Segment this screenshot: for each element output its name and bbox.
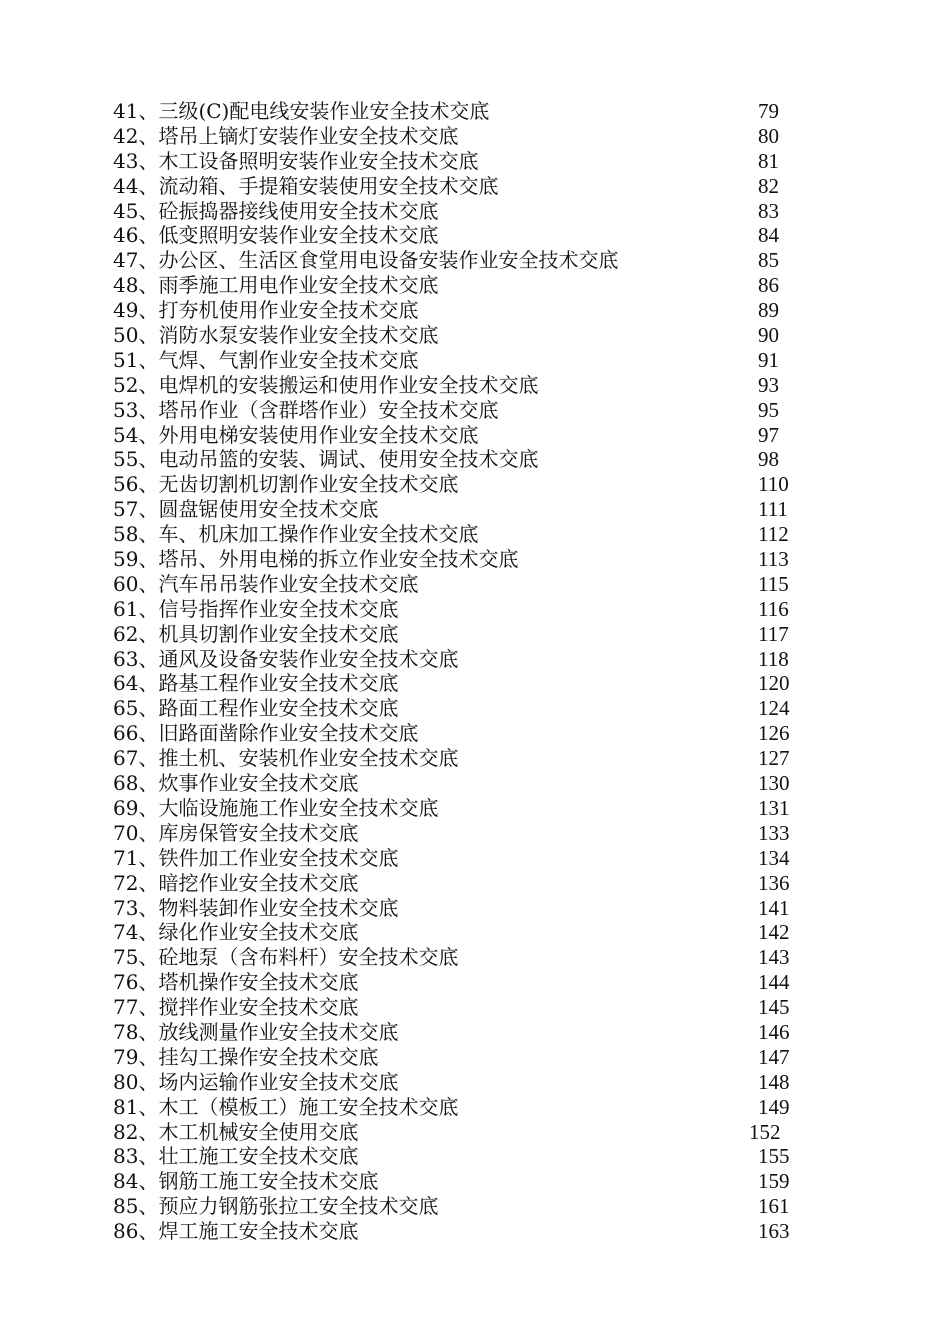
toc-entry-title: 85、预应力钢筋张拉工安全技术交底 [113, 1194, 439, 1219]
toc-entry-title: 71、铁件加工作业安全技术交底 [113, 845, 399, 870]
toc-entry[interactable] [113, 696, 813, 721]
toc-entry-title: 43、木工设备照明安装作业安全技术交底 [113, 148, 479, 173]
toc-entry-page-number: 124 [758, 696, 790, 721]
toc-entry-page-number: 126 [758, 721, 790, 746]
toc-entry[interactable] [113, 1169, 813, 1194]
toc-entry-page-number: 115 [758, 571, 789, 596]
toc-entry-title: 63、通风及设备安装作业安全技术交底 [113, 646, 459, 671]
toc-entry-page-number: 86 [758, 273, 779, 298]
toc-entry[interactable] [113, 1070, 813, 1095]
toc-entry-title: 75、砼地泵（含布料杆）安全技术交底 [113, 945, 459, 970]
toc-entry-title: 54、外用电梯安装使用作业安全技术交底 [113, 422, 479, 447]
toc-entry-title: 62、机具切割作业安全技术交底 [113, 621, 399, 646]
toc-entry[interactable] [113, 223, 813, 248]
toc-entry[interactable] [113, 522, 813, 547]
toc-entry-title: 67、推土机、安装机作业安全技术交底 [113, 746, 459, 771]
toc-entry-page-number: 127 [758, 746, 790, 771]
toc-entry[interactable] [113, 199, 813, 224]
toc-entry-page-number: 130 [758, 771, 790, 796]
toc-entry[interactable] [113, 896, 813, 921]
toc-entry-page-number: 110 [758, 472, 789, 497]
toc-entry-page-number: 120 [758, 671, 790, 696]
toc-entry[interactable] [113, 547, 813, 572]
toc-entry-page-number: 159 [758, 1169, 790, 1194]
toc-entry-page-number: 133 [758, 820, 790, 845]
toc-entry-page-number: 91 [758, 347, 779, 372]
toc-entry-page-number: 131 [758, 795, 790, 820]
toc-entry-title: 45、砼振捣器接线使用安全技术交底 [113, 198, 439, 223]
toc-entry-title: 74、绿化作业安全技术交底 [113, 920, 359, 945]
toc-entry[interactable] [113, 1194, 813, 1219]
toc-entry[interactable] [113, 597, 813, 622]
toc-entry-page-number: 144 [758, 970, 790, 995]
toc-entry[interactable] [113, 821, 813, 846]
toc-entry[interactable] [113, 671, 813, 696]
toc-entry-title: 79、挂勾工操作安全技术交底 [113, 1044, 379, 1069]
toc-entry-title: 42、塔吊上镝灯安装作业安全技术交底 [113, 123, 459, 148]
toc-entry-page-number: 81 [758, 148, 779, 173]
toc-entry-title: 84、钢筋工施工安全技术交底 [113, 1169, 379, 1194]
toc-entry-title: 68、炊事作业安全技术交底 [113, 771, 359, 796]
toc-entry[interactable] [113, 746, 813, 771]
toc-entry-page-number: 97 [758, 422, 779, 447]
toc-entry[interactable] [113, 995, 813, 1020]
toc-entry-page-number: 145 [758, 995, 790, 1020]
toc-entry-page-number: 161 [758, 1194, 790, 1219]
toc-entry[interactable] [113, 920, 813, 945]
toc-entry-page-number: 90 [758, 323, 779, 348]
toc-entry[interactable] [113, 647, 813, 672]
toc-entry-title: 70、库房保管安全技术交底 [113, 820, 359, 845]
toc-entry[interactable] [113, 945, 813, 970]
toc-entry-page-number: 146 [758, 1019, 790, 1044]
toc-entry-page-number: 163 [758, 1219, 790, 1244]
toc-entry-title: 44、流动箱、手提箱安装使用安全技术交底 [113, 173, 499, 198]
toc-entry[interactable] [113, 721, 813, 746]
toc-entry[interactable] [113, 472, 813, 497]
toc-entry[interactable] [113, 497, 813, 522]
toc-entry-page-number: 116 [758, 596, 789, 621]
toc-entry-title: 58、车、机床加工操作作业安全技术交底 [113, 522, 479, 547]
toc-entry-page-number: 82 [758, 173, 779, 198]
toc-entry[interactable] [113, 124, 813, 149]
toc-entry-page-number: 83 [758, 198, 779, 223]
toc-entry-title: 41、三级(C)配电线安装作业安全技术交底 [113, 99, 490, 123]
toc-entry-title: 76、塔机操作安全技术交底 [113, 970, 359, 995]
toc-entry-title: 59、塔吊、外用电梯的拆立作业安全技术交底 [113, 547, 519, 572]
toc-entry-page-number: 80 [758, 123, 779, 148]
toc-entry[interactable] [113, 622, 813, 647]
toc-entry-title: 72、暗挖作业安全技术交底 [113, 870, 359, 895]
toc-entry-title: 49、打夯机使用作业安全技术交底 [113, 298, 419, 323]
toc-entry[interactable] [113, 447, 813, 472]
toc-entry-title: 82、木工机械安全使用交底 [113, 1119, 359, 1144]
toc-entry-page-number: 117 [758, 621, 789, 646]
toc-entry[interactable] [113, 1120, 813, 1145]
toc-entry-page-number: 152 [749, 1119, 781, 1144]
toc-entry-page-number: 149 [758, 1094, 790, 1119]
toc-entry-page-number: 93 [758, 372, 779, 397]
toc-entry-title: 52、电焊机的安装搬运和使用作业安全技术交底 [113, 372, 539, 397]
toc-entry[interactable] [113, 1219, 813, 1244]
toc-entry[interactable] [113, 1045, 813, 1070]
toc-entry-title: 50、消防水泵安装作业安全技术交底 [113, 323, 439, 348]
toc-entry-title: 51、气焊、气割作业安全技术交底 [113, 347, 419, 372]
toc-entry[interactable] [113, 1144, 813, 1169]
toc-entry[interactable] [113, 423, 813, 448]
toc-entry[interactable] [113, 572, 813, 597]
toc-entry[interactable] [113, 273, 813, 298]
toc-entry-page-number: 113 [758, 547, 789, 572]
toc-entry-title: 61、信号指挥作业安全技术交底 [113, 596, 399, 621]
toc-entry-page-number: 111 [758, 497, 788, 522]
toc-entry[interactable] [113, 248, 813, 273]
toc-entry-title: 86、焊工施工安全技术交底 [113, 1219, 359, 1244]
toc-entry-page-number: 136 [758, 870, 790, 895]
toc-entry-title: 80、场内运输作业安全技术交底 [113, 1069, 399, 1094]
toc-entry[interactable] [113, 1095, 813, 1120]
toc-entry[interactable] [113, 373, 813, 398]
toc-entry-page-number: 84 [758, 223, 779, 248]
toc-entry-title: 81、木工（模板工）施工安全技术交底 [113, 1094, 459, 1119]
toc-entry[interactable] [113, 99, 813, 124]
toc-entry[interactable] [113, 298, 813, 323]
toc-entry-page-number: 79 [758, 99, 779, 123]
toc-entry-title: 77、搅拌作业安全技术交底 [113, 995, 359, 1020]
toc-entry-page-number: 95 [758, 397, 779, 422]
toc-entry-title: 83、壮工施工安全技术交底 [113, 1144, 359, 1169]
toc-entry-title: 65、路面工程作业安全技术交底 [113, 696, 399, 721]
toc-entry-title: 66、旧路面凿除作业安全技术交底 [113, 721, 419, 746]
table-of-contents [113, 99, 813, 1244]
toc-entry-title: 60、汽车吊吊装作业安全技术交底 [113, 571, 419, 596]
toc-entry-page-number: 142 [758, 920, 790, 945]
toc-entry-page-number: 85 [758, 248, 779, 273]
toc-entry-title: 47、办公区、生活区食堂用电设备安装作业安全技术交底 [113, 248, 619, 273]
toc-entry[interactable] [113, 871, 813, 896]
toc-entry[interactable] [113, 149, 813, 174]
toc-entry[interactable] [113, 796, 813, 821]
toc-entry-page-number: 155 [758, 1144, 790, 1169]
toc-entry[interactable] [113, 398, 813, 423]
toc-entry[interactable] [113, 323, 813, 348]
toc-entry-title: 56、无齿切割机切割作业安全技术交底 [113, 472, 459, 497]
toc-entry[interactable] [113, 1020, 813, 1045]
toc-entry[interactable] [113, 970, 813, 995]
toc-entry-page-number: 118 [758, 646, 789, 671]
toc-entry-title: 55、电动吊篮的安装、调试、使用安全技术交底 [113, 447, 539, 472]
toc-entry[interactable] [113, 174, 813, 199]
toc-entry-title: 57、圆盘锯使用安全技术交底 [113, 497, 379, 522]
toc-entry-title: 48、雨季施工用电作业安全技术交底 [113, 273, 439, 298]
toc-entry-page-number: 134 [758, 845, 790, 870]
toc-entry-title: 53、塔吊作业（含群塔作业）安全技术交底 [113, 397, 499, 422]
toc-entry-page-number: 141 [758, 895, 790, 920]
toc-entry-title: 69、大临设施施工作业安全技术交底 [113, 795, 439, 820]
toc-entry-page-number: 112 [758, 522, 789, 547]
toc-entry-page-number: 147 [758, 1044, 790, 1069]
toc-entry-page-number: 98 [758, 447, 779, 472]
toc-entry[interactable] [113, 771, 813, 796]
toc-entry-title: 46、低变照明安装作业安全技术交底 [113, 223, 439, 248]
toc-entry-page-number: 89 [758, 298, 779, 323]
toc-entry-page-number: 148 [758, 1069, 790, 1094]
toc-entry[interactable] [113, 846, 813, 871]
toc-entry[interactable] [113, 348, 813, 373]
toc-entry-page-number: 143 [758, 945, 790, 970]
toc-entry-title: 73、物料装卸作业安全技术交底 [113, 895, 399, 920]
toc-entry-title: 78、放线测量作业安全技术交底 [113, 1019, 399, 1044]
toc-entry-title: 64、路基工程作业安全技术交底 [113, 671, 399, 696]
